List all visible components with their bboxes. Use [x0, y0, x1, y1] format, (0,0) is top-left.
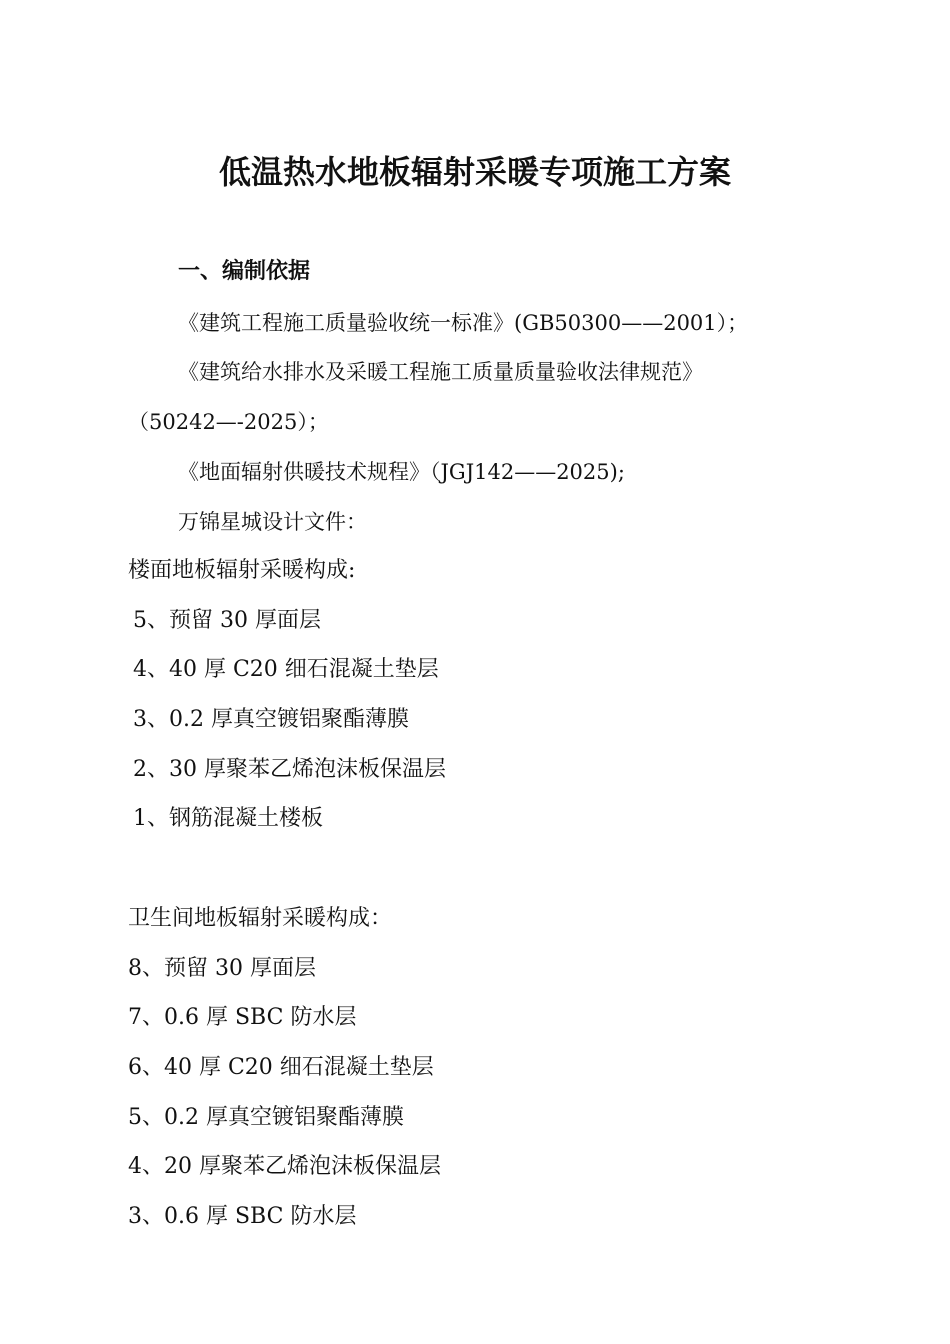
reference-item: 《建筑给水排水及采暖工程施工质量质量验收法律规范》	[178, 360, 703, 384]
reference-item: 《建筑工程施工质量验收统一标准》(GB50300——2001）；	[178, 311, 749, 335]
floor-layer-item: 2、30 厚聚苯乙烯泡沫板保温层	[133, 757, 446, 782]
reference-item: （50242—-2025）；	[128, 410, 329, 434]
floor-layer-item: 4、40 厚 C20 细石混凝土垫层	[133, 657, 439, 682]
bathroom-layer-item: 8、预留 30 厚面层	[128, 956, 316, 981]
bathroom-layer-item: 6、40 厚 C20 细石混凝土垫层	[128, 1055, 434, 1080]
floor-layer-item: 1、钢筋混凝土楼板	[133, 806, 323, 831]
floor-layer-item: 3、0.2 厚真空镀铝聚酯薄膜	[133, 707, 409, 732]
bathroom-layer-item: 3、0.6 厚 SBC 防水层	[128, 1204, 357, 1229]
bathroom-layer-item: 4、20 厚聚苯乙烯泡沫板保温层	[128, 1154, 441, 1179]
bathroom-layer-item: 5、0.2 厚真空镀铝聚酯薄膜	[128, 1105, 404, 1130]
reference-item: 《地面辐射供暖技术规程》（JGJ142——2025);	[178, 460, 625, 484]
bathroom-layer-item: 7、0.6 厚 SBC 防水层	[128, 1005, 357, 1030]
floor-composition-heading: 楼面地板辐射采暖构成:	[128, 558, 356, 583]
reference-item: 万锦星城设计文件：	[178, 510, 367, 534]
floor-layer-item: 5、预留 30 厚面层	[133, 608, 321, 633]
bathroom-composition-heading: 卫生间地板辐射采暖构成：	[128, 906, 393, 931]
section-heading-basis: 一、编制依据	[178, 259, 311, 284]
document-title: 低温热水地板辐射采暖专项施工方案	[218, 153, 731, 191]
